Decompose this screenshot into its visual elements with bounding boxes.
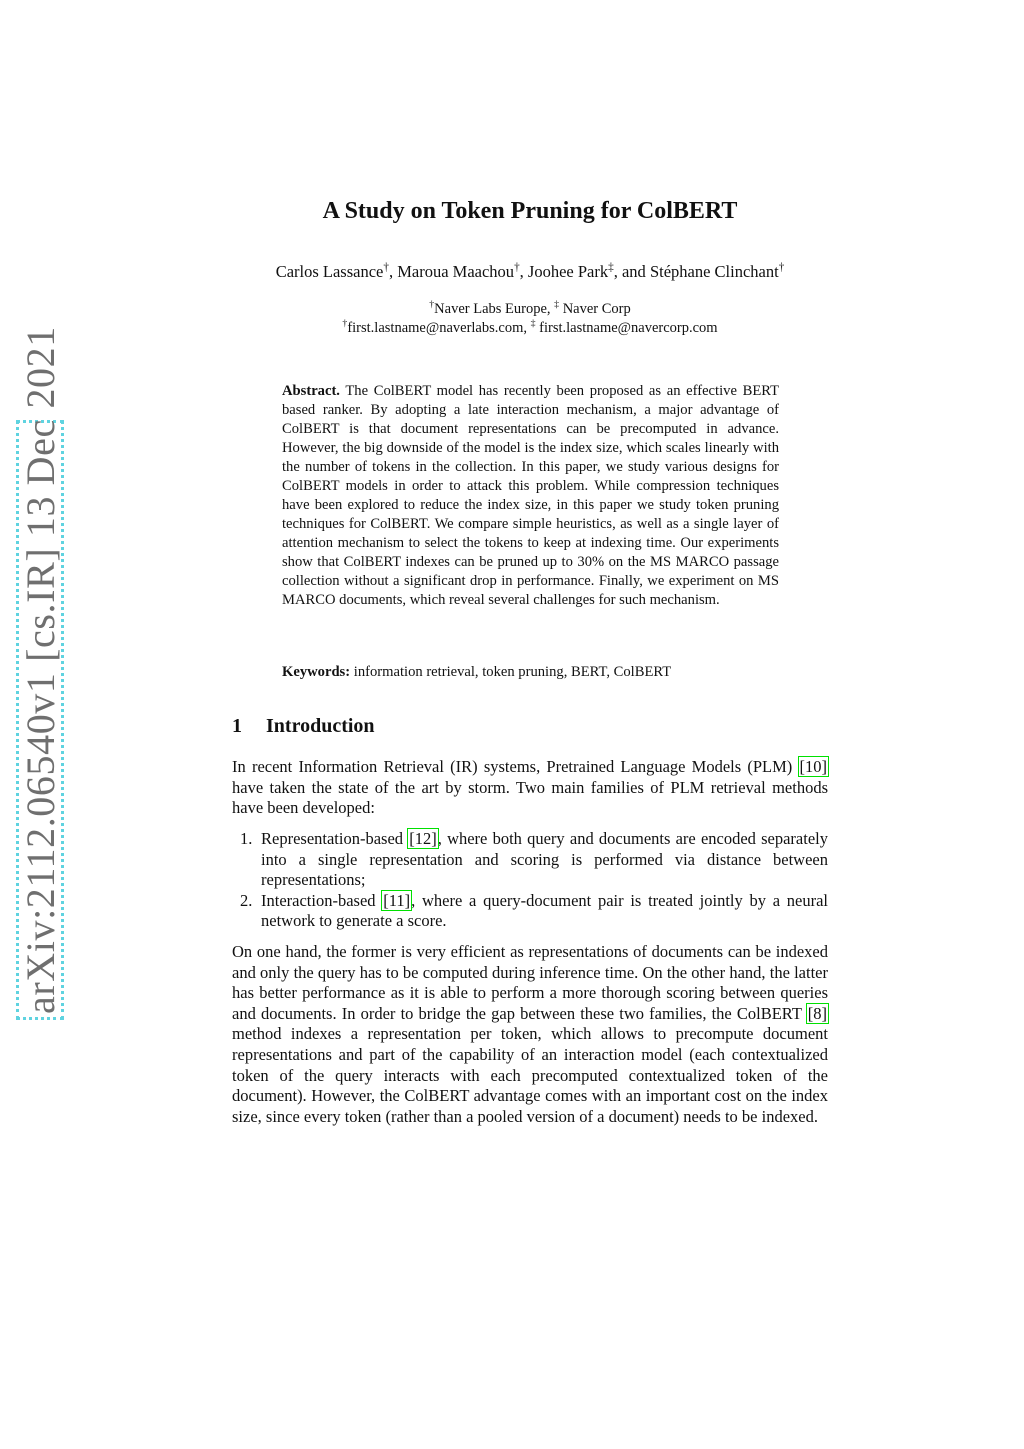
author-list xyxy=(200,262,860,282)
abstract-label: Abstract. xyxy=(282,383,340,399)
citation-link[interactable]: [10] xyxy=(799,757,827,776)
author-name: Joohee Park xyxy=(527,262,609,281)
citation-link[interactable]: [8] xyxy=(807,1003,827,1023)
affiliation-line xyxy=(200,300,860,319)
author-separator: , xyxy=(519,262,528,281)
author-separator: , xyxy=(388,262,398,281)
affiliation-mark: ‡ xyxy=(608,261,614,274)
arxiv-identifier[interactable]: arXiv:2112.06540v1 [cs.IR] 13 Dec 2021 xyxy=(18,326,63,1014)
list-item-text: Interaction-based xyxy=(261,890,383,910)
paragraph-text: On one hand, the former is very efficient as representations of documents can be indexed and only the query has to be computed during inference time. On the other hand, the latter has better performance as it is able to perform a more thorough scoring between queries and documents. In order to bridge the gap between these two families, the ColBERT xyxy=(232,942,828,1023)
intro-paragraph xyxy=(232,757,828,819)
list-item xyxy=(232,891,828,932)
list-item-text: , where both query and documents are encoded separately into a single representation and scoring is performed via distance between representations; xyxy=(261,829,828,890)
affiliation-mark: ‡ xyxy=(530,318,536,330)
author-separator: , and xyxy=(613,262,650,281)
paper-title: A Study on Token Pruning for ColBERT xyxy=(322,198,738,224)
affiliation-mark: † xyxy=(429,299,435,311)
keywords-label: Keywords: xyxy=(282,664,351,680)
email-line xyxy=(200,319,860,338)
affiliation-org: Naver Labs Europe, xyxy=(434,301,555,317)
paragraph-text: have taken the state of the art by storm. Two main families of PLM retrieval methods have been developed: xyxy=(232,777,828,818)
affiliation-mark: † xyxy=(383,261,389,274)
affiliation-org: Naver Corp xyxy=(559,301,631,317)
email-address: first.lastname@navercorp.com xyxy=(535,320,718,336)
keywords xyxy=(282,663,779,682)
affiliation-mark: † xyxy=(342,318,348,330)
keywords-text: information retrieval, token pruning, BERT, ColBERT xyxy=(353,664,672,680)
list-item xyxy=(232,829,828,891)
affiliation-mark: † xyxy=(778,261,785,274)
intro-paragraph xyxy=(232,942,828,1127)
section-heading xyxy=(232,714,375,738)
list-marker: 2. xyxy=(240,890,253,910)
paragraph-text: method indexes a representation per token, which allows to precompute document representations and part of the capability of an interaction model (each contextualized token of the query interacts with each precomputed contextualized token of the document). However, the ColBERT advantage comes with an important cost on the index size, since every token (rather than a pooled version of a document) needs to be indexed. xyxy=(232,1024,828,1126)
citation-link[interactable]: [11] xyxy=(383,890,411,910)
citation-link[interactable]: [12] xyxy=(409,829,437,848)
email-address: first.lastname@naverlabs.com, xyxy=(347,320,531,336)
affiliations xyxy=(200,300,860,338)
abstract xyxy=(282,382,779,610)
section-number: 1 xyxy=(232,715,242,737)
list-item-text: Representation-based xyxy=(261,829,409,848)
method-family-list xyxy=(232,829,828,932)
author-name: Stéphane Clinchant xyxy=(649,262,779,281)
section-title: Introduction xyxy=(266,715,375,737)
affiliation-mark: ‡ xyxy=(554,299,560,311)
author-name: Carlos Lassance xyxy=(275,262,384,281)
list-marker: 1. xyxy=(240,829,253,848)
abstract-text: The ColBERT model has recently been proposed as an effective BERT based ranker. By adopting a late interaction mechanism, a major advantage of ColBERT is that document representations can be precomputed in advance. However, the big downside of the model is the index size, which scales linearly with the number of tokens in the collection. In this paper, we study various designs for ColBERT models in order to attack this problem. While compression techniques have been explored to reduce the index size, in this paper we study token pruning techniques for ColBERT. We compare simple heuristics, as well as a single layer of attention mechanism to select the tokens to keep at indexing time. Our experiments show that ColBERT indexes can be pruned up to 30% on the MS MARCO passage collection without a significant drop in performance. Finally, we experiment on MS MARCO documents, which reveal several challenges for such mechanism. xyxy=(282,383,780,608)
list-item-text: , where a query-document pair is treated jointly by a neural network to generate a score. xyxy=(261,890,829,931)
paragraph-text: In recent Information Retrieval (IR) systems, Pretrained Language Models (PLM) xyxy=(232,757,799,776)
affiliation-mark: † xyxy=(514,261,520,274)
author-name: Maroua Maachou xyxy=(397,262,515,281)
